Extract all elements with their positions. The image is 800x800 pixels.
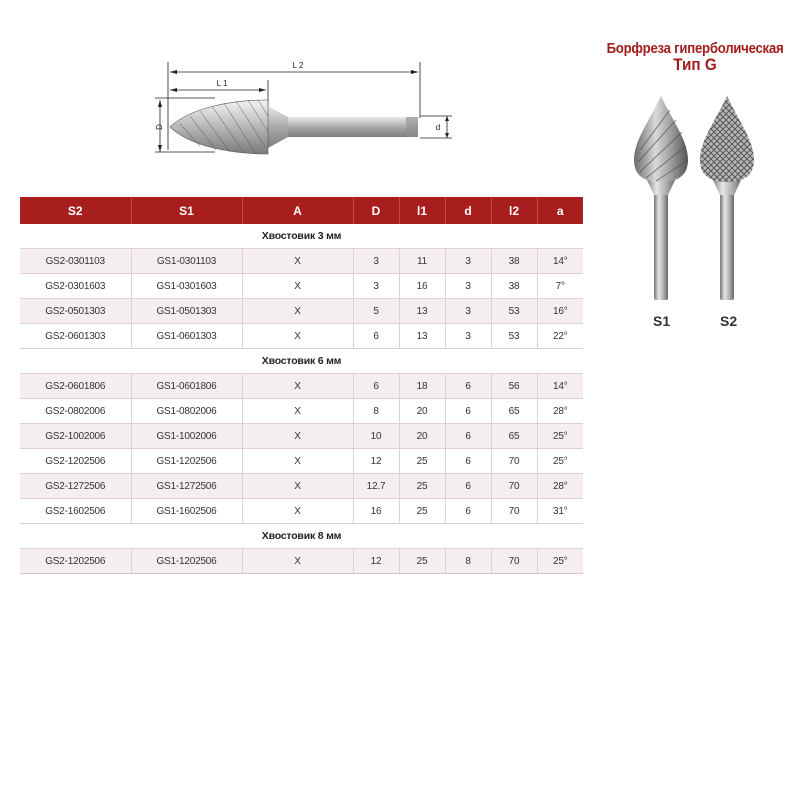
table-row: [20, 449, 583, 474]
table-cell: 12: [353, 449, 399, 474]
technical-drawing: [150, 50, 460, 170]
table-cell: GS2-1602506: [20, 499, 131, 524]
column-header: D: [353, 197, 399, 224]
title-line-1: Борфреза гиперболическая: [606, 40, 784, 57]
table-cell: 14°: [537, 374, 583, 399]
s1-head: [634, 96, 688, 182]
table-cell: 25°: [537, 549, 583, 574]
table-cell: 6: [445, 449, 491, 474]
group-title: Хвостовик 8 мм: [20, 524, 583, 549]
table-cell: GS1-1202506: [131, 449, 242, 474]
table-cell: 65: [491, 424, 537, 449]
dim-label-small-d: d: [435, 123, 441, 132]
table-cell: GS2-0501303: [20, 299, 131, 324]
title-line-2: Тип G: [673, 55, 717, 74]
table-cell: GS1-0802006: [131, 399, 242, 424]
column-header: l1: [399, 197, 445, 224]
table-row: [20, 474, 583, 499]
table-cell: 6: [445, 499, 491, 524]
table-cell: 3: [353, 274, 399, 299]
photo-label-s1: S1: [653, 313, 671, 329]
table-cell: 13: [399, 324, 445, 349]
table-cell: X: [242, 424, 353, 449]
table-cell: 8: [353, 399, 399, 424]
dim-label-l1: L 1: [216, 79, 228, 88]
table-cell: 18: [399, 374, 445, 399]
table-cell: 53: [491, 299, 537, 324]
table-cell: X: [242, 499, 353, 524]
table-row: [20, 274, 583, 299]
group-title: Хвостовик 6 мм: [20, 349, 583, 374]
neck-shape: [268, 106, 288, 148]
table-cell: GS2-0301103: [20, 249, 131, 274]
table-cell: GS1-0601303: [131, 324, 242, 349]
table-cell: X: [242, 249, 353, 274]
group-header-row: [20, 349, 583, 374]
s2-head: [700, 96, 754, 182]
product-title: [590, 40, 800, 75]
photo-label-s2: S2: [720, 313, 738, 329]
table-row: [20, 324, 583, 349]
column-header: l2: [491, 197, 537, 224]
table-cell: GS2-1002006: [20, 424, 131, 449]
table-cell: 8: [445, 549, 491, 574]
table-cell: 10: [353, 424, 399, 449]
table-row: [20, 374, 583, 399]
table-cell: 7°: [537, 274, 583, 299]
table-cell: 25°: [537, 424, 583, 449]
s2-shank: [720, 185, 734, 300]
table-cell: X: [242, 299, 353, 324]
table-cell: GS2-1272506: [20, 474, 131, 499]
table-header-row: [20, 197, 583, 224]
table-cell: 25: [399, 499, 445, 524]
table-cell: GS1-1272506: [131, 474, 242, 499]
table-cell: 70: [491, 474, 537, 499]
table-cell: 25°: [537, 449, 583, 474]
table-cell: 3: [353, 249, 399, 274]
table-cell: 16: [353, 499, 399, 524]
specification-table: [20, 197, 583, 574]
table-row: [20, 549, 583, 574]
table-cell: 3: [445, 299, 491, 324]
table-cell: 6: [445, 474, 491, 499]
table-cell: GS2-0301603: [20, 274, 131, 299]
table-cell: GS1-0501303: [131, 299, 242, 324]
column-header: S1: [131, 197, 242, 224]
table-cell: 25: [399, 549, 445, 574]
table-cell: 20: [399, 399, 445, 424]
column-header: a: [537, 197, 583, 224]
table-row: [20, 299, 583, 324]
table-row: [20, 424, 583, 449]
table-cell: 28°: [537, 399, 583, 424]
table-cell: 22°: [537, 324, 583, 349]
table-cell: 3: [445, 249, 491, 274]
shank-shape: [288, 117, 418, 137]
table-cell: 14°: [537, 249, 583, 274]
table-cell: 6: [353, 374, 399, 399]
table-cell: 70: [491, 449, 537, 474]
table-cell: 20: [399, 424, 445, 449]
table-cell: GS1-1002006: [131, 424, 242, 449]
table-cell: GS2-1202506: [20, 449, 131, 474]
table-cell: 70: [491, 549, 537, 574]
dim-label-l2: L 2: [292, 61, 304, 70]
table-cell: 12.7: [353, 474, 399, 499]
table-cell: GS2-0802006: [20, 399, 131, 424]
product-photo: [620, 90, 760, 320]
table-cell: 25: [399, 474, 445, 499]
table-cell: 16°: [537, 299, 583, 324]
table-cell: X: [242, 549, 353, 574]
table-cell: 56: [491, 374, 537, 399]
dim-label-big-d: D: [155, 124, 164, 130]
table-cell: 31°: [537, 499, 583, 524]
table-cell: 38: [491, 249, 537, 274]
s1-shank: [654, 185, 668, 300]
table-cell: 11: [399, 249, 445, 274]
table-cell: GS1-1602506: [131, 499, 242, 524]
table-cell: GS2-0601806: [20, 374, 131, 399]
table-cell: X: [242, 324, 353, 349]
table-cell: 12: [353, 549, 399, 574]
table-cell: X: [242, 274, 353, 299]
table-cell: 70: [491, 499, 537, 524]
table-cell: GS1-0601806: [131, 374, 242, 399]
table-row: [20, 499, 583, 524]
table-cell: 3: [445, 324, 491, 349]
table-row: [20, 399, 583, 424]
table-cell: 13: [399, 299, 445, 324]
column-header: d: [445, 197, 491, 224]
table-cell: 6: [445, 374, 491, 399]
table-cell: 6: [445, 399, 491, 424]
group-header-row: [20, 224, 583, 249]
table-cell: GS1-1202506: [131, 549, 242, 574]
table-cell: GS1-0301103: [131, 249, 242, 274]
table-cell: 38: [491, 274, 537, 299]
table-cell: 28°: [537, 474, 583, 499]
table-cell: 6: [445, 424, 491, 449]
column-header: S2: [20, 197, 131, 224]
table-row: [20, 249, 583, 274]
table-cell: 65: [491, 399, 537, 424]
table-cell: GS2-0601303: [20, 324, 131, 349]
table-cell: 3: [445, 274, 491, 299]
table-cell: GS1-0301603: [131, 274, 242, 299]
table-cell: X: [242, 374, 353, 399]
group-header-row: [20, 524, 583, 549]
group-title: Хвостовик 3 мм: [20, 224, 583, 249]
table-cell: 5: [353, 299, 399, 324]
table-cell: X: [242, 399, 353, 424]
table-cell: X: [242, 449, 353, 474]
table-cell: 25: [399, 449, 445, 474]
column-header: A: [242, 197, 353, 224]
table-cell: 6: [353, 324, 399, 349]
table-cell: 16: [399, 274, 445, 299]
table-cell: X: [242, 474, 353, 499]
table-cell: GS2-1202506: [20, 549, 131, 574]
table-cell: 53: [491, 324, 537, 349]
